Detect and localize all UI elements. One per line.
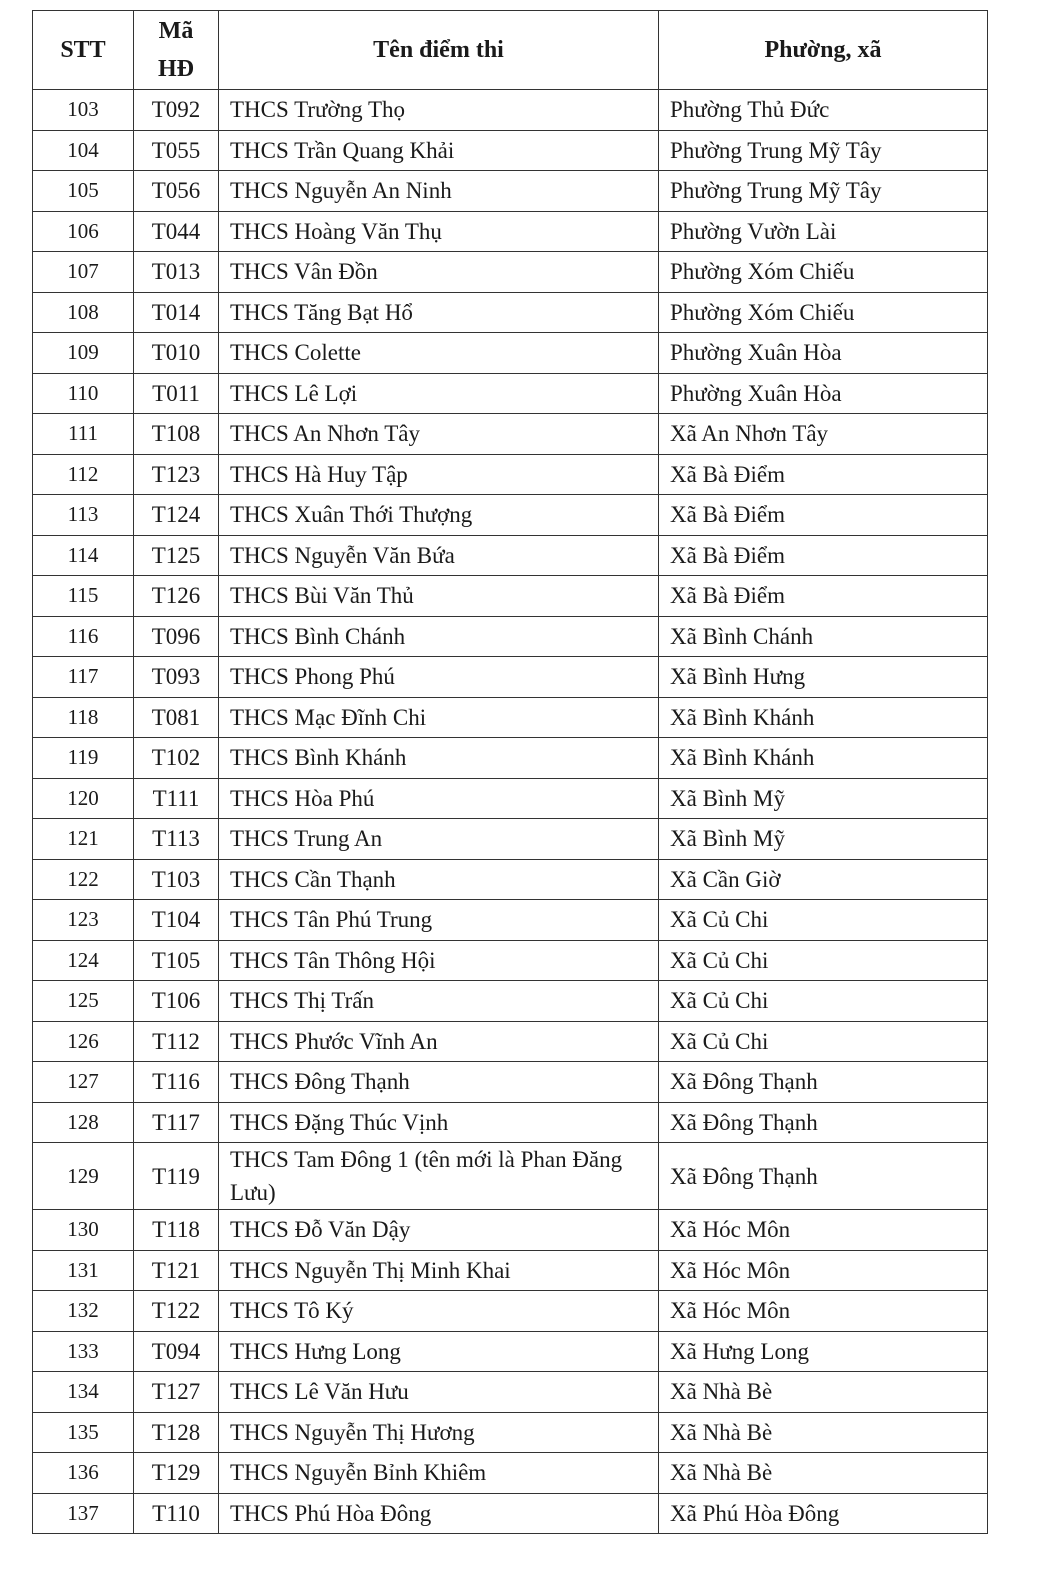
cell-ma-hd: T096	[134, 616, 219, 657]
header-ma-hd	[134, 11, 219, 90]
table-row	[33, 1210, 988, 1251]
cell-exam-site-name: THCS Hòa Phú	[219, 778, 659, 819]
cell-stt: 130	[33, 1210, 134, 1251]
table-row	[33, 1412, 988, 1453]
cell-ward-commune: Xã Bình Mỹ	[659, 778, 988, 819]
cell-ward-commune: Phường Xuân Hòa	[659, 373, 988, 414]
cell-ma-hd: T104	[134, 900, 219, 941]
cell-exam-site-name: THCS Đặng Thúc Vịnh	[219, 1102, 659, 1143]
cell-ward-commune: Xã Cần Giờ	[659, 859, 988, 900]
table-row	[33, 616, 988, 657]
table-row	[33, 414, 988, 455]
cell-exam-site-name: THCS Xuân Thới Thượng	[219, 495, 659, 536]
cell-ma-hd: T094	[134, 1331, 219, 1372]
cell-exam-site-name: THCS Nguyễn Bỉnh Khiêm	[219, 1453, 659, 1494]
cell-ma-hd: T128	[134, 1412, 219, 1453]
header-row	[33, 11, 988, 90]
cell-ward-commune: Phường Xuân Hòa	[659, 333, 988, 374]
table-row	[33, 1291, 988, 1332]
cell-exam-site-name: THCS Bình Chánh	[219, 616, 659, 657]
cell-stt: 110	[33, 373, 134, 414]
table-row	[33, 454, 988, 495]
cell-ward-commune: Xã Nhà Bè	[659, 1372, 988, 1413]
table-row	[33, 819, 988, 860]
cell-ma-hd: T103	[134, 859, 219, 900]
cell-ma-hd: T123	[134, 454, 219, 495]
table-row	[33, 211, 988, 252]
cell-stt: 118	[33, 697, 134, 738]
cell-ward-commune: Phường Trung Mỹ Tây	[659, 171, 988, 212]
cell-exam-site-name: THCS Lê Văn Hưu	[219, 1372, 659, 1413]
table-row	[33, 1453, 988, 1494]
exam-site-table	[32, 10, 988, 1534]
cell-ma-hd: T013	[134, 252, 219, 293]
cell-ward-commune: Phường Trung Mỹ Tây	[659, 130, 988, 171]
cell-stt: 111	[33, 414, 134, 455]
cell-stt: 104	[33, 130, 134, 171]
cell-exam-site-name: THCS Tân Thông Hội	[219, 940, 659, 981]
cell-ma-hd: T105	[134, 940, 219, 981]
cell-stt: 126	[33, 1021, 134, 1062]
cell-ward-commune: Xã Phú Hòa Đông	[659, 1493, 988, 1534]
cell-ward-commune: Xã Bình Khánh	[659, 738, 988, 779]
header-ma-hd-line2: HĐ	[158, 56, 194, 82]
cell-exam-site-name: THCS Bùi Văn Thủ	[219, 576, 659, 617]
cell-ma-hd: T110	[134, 1493, 219, 1534]
cell-ward-commune: Xã Nhà Bè	[659, 1453, 988, 1494]
table-row	[33, 778, 988, 819]
cell-exam-site-name: THCS Tam Đông 1 (tên mới là Phan Đăng Lưu)	[219, 1143, 659, 1210]
cell-exam-site-name: THCS Trần Quang Khải	[219, 130, 659, 171]
cell-stt: 120	[33, 778, 134, 819]
table-row	[33, 900, 988, 941]
cell-stt: 116	[33, 616, 134, 657]
cell-ma-hd: T112	[134, 1021, 219, 1062]
cell-ma-hd: T118	[134, 1210, 219, 1251]
cell-ma-hd: T127	[134, 1372, 219, 1413]
cell-ma-hd: T014	[134, 292, 219, 333]
cell-exam-site-name: THCS Mạc Đĩnh Chi	[219, 697, 659, 738]
cell-ma-hd: T113	[134, 819, 219, 860]
table-row	[33, 333, 988, 374]
cell-exam-site-name: THCS Tăng Bạt Hổ	[219, 292, 659, 333]
cell-ward-commune: Phường Xóm Chiếu	[659, 252, 988, 293]
table-row	[33, 130, 988, 171]
cell-stt: 122	[33, 859, 134, 900]
cell-ward-commune: Xã Hóc Môn	[659, 1210, 988, 1251]
table-row	[33, 576, 988, 617]
cell-ma-hd: T125	[134, 535, 219, 576]
cell-ma-hd: T093	[134, 657, 219, 698]
cell-ward-commune: Xã Củ Chi	[659, 1021, 988, 1062]
cell-exam-site-name: THCS Trường Thọ	[219, 90, 659, 131]
cell-ward-commune: Phường Thủ Đức	[659, 90, 988, 131]
cell-exam-site-name: THCS Phú Hòa Đông	[219, 1493, 659, 1534]
table-row	[33, 1331, 988, 1372]
cell-ward-commune: Xã Bà Điểm	[659, 535, 988, 576]
cell-exam-site-name: THCS An Nhơn Tây	[219, 414, 659, 455]
cell-ward-commune: Xã Hưng Long	[659, 1331, 988, 1372]
cell-stt: 121	[33, 819, 134, 860]
table-row	[33, 1250, 988, 1291]
cell-stt: 114	[33, 535, 134, 576]
table-row	[33, 1372, 988, 1413]
table-row	[33, 90, 988, 131]
cell-exam-site-name: THCS Phong Phú	[219, 657, 659, 698]
header-ma-hd-line1: Mã	[158, 18, 194, 44]
cell-ward-commune: Xã Đông Thạnh	[659, 1143, 988, 1210]
cell-ward-commune: Xã Đông Thạnh	[659, 1102, 988, 1143]
table-row	[33, 171, 988, 212]
cell-stt: 105	[33, 171, 134, 212]
cell-stt: 131	[33, 1250, 134, 1291]
cell-stt: 134	[33, 1372, 134, 1413]
cell-ma-hd: T108	[134, 414, 219, 455]
table-row	[33, 1062, 988, 1103]
cell-exam-site-name: THCS Nguyễn Thị Hương	[219, 1412, 659, 1453]
cell-ma-hd: T122	[134, 1291, 219, 1332]
cell-exam-site-name: THCS Nguyễn An Ninh	[219, 171, 659, 212]
cell-ward-commune: Xã Hóc Môn	[659, 1250, 988, 1291]
cell-stt: 107	[33, 252, 134, 293]
cell-stt: 133	[33, 1331, 134, 1372]
cell-ward-commune: Xã Bình Mỹ	[659, 819, 988, 860]
cell-ma-hd: T092	[134, 90, 219, 131]
cell-stt: 112	[33, 454, 134, 495]
cell-ward-commune: Xã Đông Thạnh	[659, 1062, 988, 1103]
cell-stt: 137	[33, 1493, 134, 1534]
table-row	[33, 495, 988, 536]
cell-ma-hd: T129	[134, 1453, 219, 1494]
cell-stt: 125	[33, 981, 134, 1022]
cell-exam-site-name: THCS Cần Thạnh	[219, 859, 659, 900]
table-row	[33, 252, 988, 293]
cell-ward-commune: Phường Xóm Chiếu	[659, 292, 988, 333]
cell-ma-hd: T056	[134, 171, 219, 212]
cell-stt: 136	[33, 1453, 134, 1494]
cell-ma-hd: T081	[134, 697, 219, 738]
cell-stt: 106	[33, 211, 134, 252]
cell-ma-hd: T124	[134, 495, 219, 536]
cell-exam-site-name: THCS Đỗ Văn Dậy	[219, 1210, 659, 1251]
cell-ward-commune: Xã Bình Hưng	[659, 657, 988, 698]
cell-exam-site-name: THCS Hoàng Văn Thụ	[219, 211, 659, 252]
cell-ward-commune: Xã Bình Khánh	[659, 697, 988, 738]
cell-stt: 124	[33, 940, 134, 981]
table-row	[33, 373, 988, 414]
table-row	[33, 292, 988, 333]
cell-exam-site-name: THCS Phước Vĩnh An	[219, 1021, 659, 1062]
cell-ma-hd: T111	[134, 778, 219, 819]
cell-exam-site-name: THCS Tô Ký	[219, 1291, 659, 1332]
header-ward-commune: Phường, xã	[659, 11, 988, 90]
cell-stt: 108	[33, 292, 134, 333]
cell-ma-hd: T117	[134, 1102, 219, 1143]
cell-ward-commune: Xã Bình Chánh	[659, 616, 988, 657]
cell-stt: 135	[33, 1412, 134, 1453]
cell-ward-commune: Phường Vườn Lài	[659, 211, 988, 252]
cell-ward-commune: Xã Hóc Môn	[659, 1291, 988, 1332]
cell-exam-site-name: THCS Nguyễn Thị Minh Khai	[219, 1250, 659, 1291]
cell-exam-site-name: THCS Trung An	[219, 819, 659, 860]
cell-exam-site-name: THCS Đông Thạnh	[219, 1062, 659, 1103]
header-exam-site-name: Tên điểm thi	[219, 11, 659, 90]
cell-ma-hd: T055	[134, 130, 219, 171]
table-row	[33, 859, 988, 900]
table-row	[33, 1493, 988, 1534]
table-body	[33, 90, 988, 1534]
header-stt: STT	[33, 11, 134, 90]
table-row	[33, 738, 988, 779]
cell-stt: 127	[33, 1062, 134, 1103]
cell-ward-commune: Xã An Nhơn Tây	[659, 414, 988, 455]
cell-ma-hd: T010	[134, 333, 219, 374]
cell-ward-commune: Xã Củ Chi	[659, 900, 988, 941]
cell-exam-site-name: THCS Thị Trấn	[219, 981, 659, 1022]
cell-ward-commune: Xã Bà Điểm	[659, 495, 988, 536]
cell-stt: 132	[33, 1291, 134, 1332]
cell-exam-site-name: THCS Vân Đồn	[219, 252, 659, 293]
table-row	[33, 697, 988, 738]
table-row	[33, 1143, 988, 1210]
table-row	[33, 657, 988, 698]
cell-ma-hd: T126	[134, 576, 219, 617]
table-row	[33, 535, 988, 576]
cell-stt: 129	[33, 1143, 134, 1210]
cell-stt: 115	[33, 576, 134, 617]
cell-stt: 113	[33, 495, 134, 536]
cell-ward-commune: Xã Nhà Bè	[659, 1412, 988, 1453]
cell-ward-commune: Xã Củ Chi	[659, 940, 988, 981]
cell-exam-site-name: THCS Bình Khánh	[219, 738, 659, 779]
cell-exam-site-name: THCS Hưng Long	[219, 1331, 659, 1372]
cell-ma-hd: T102	[134, 738, 219, 779]
cell-ma-hd: T011	[134, 373, 219, 414]
cell-ma-hd: T044	[134, 211, 219, 252]
cell-stt: 103	[33, 90, 134, 131]
cell-exam-site-name: THCS Hà Huy Tập	[219, 454, 659, 495]
cell-exam-site-name: THCS Lê Lợi	[219, 373, 659, 414]
cell-stt: 128	[33, 1102, 134, 1143]
cell-ma-hd: T121	[134, 1250, 219, 1291]
cell-stt: 119	[33, 738, 134, 779]
table-header	[33, 11, 988, 90]
cell-ma-hd: T116	[134, 1062, 219, 1103]
cell-exam-site-name: THCS Nguyễn Văn Bứa	[219, 535, 659, 576]
cell-stt: 123	[33, 900, 134, 941]
cell-stt: 109	[33, 333, 134, 374]
table-row	[33, 981, 988, 1022]
cell-ma-hd: T106	[134, 981, 219, 1022]
cell-ward-commune: Xã Củ Chi	[659, 981, 988, 1022]
table-row	[33, 1021, 988, 1062]
cell-exam-site-name: THCS Tân Phú Trung	[219, 900, 659, 941]
cell-stt: 117	[33, 657, 134, 698]
cell-exam-site-name: THCS Colette	[219, 333, 659, 374]
table-row	[33, 1102, 988, 1143]
cell-ward-commune: Xã Bà Điểm	[659, 576, 988, 617]
cell-ward-commune: Xã Bà Điểm	[659, 454, 988, 495]
cell-ma-hd: T119	[134, 1143, 219, 1210]
table-row	[33, 940, 988, 981]
